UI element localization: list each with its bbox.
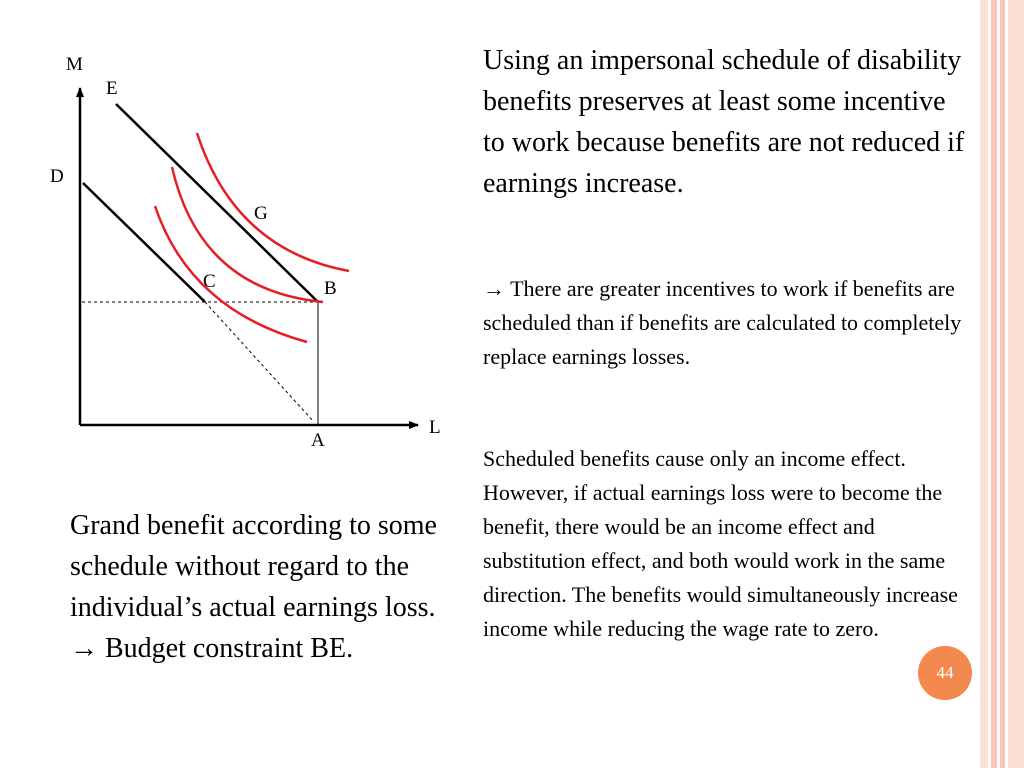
slide-number: 44 xyxy=(936,663,954,682)
slide-number-badge xyxy=(918,646,972,700)
decorative-stripe xyxy=(980,0,988,768)
dashed-extension-line xyxy=(205,302,314,422)
budget-line-dc xyxy=(83,183,205,302)
point-label-g: G xyxy=(254,203,268,224)
indifference-curve-high xyxy=(197,133,349,271)
decorative-stripe xyxy=(991,0,997,768)
budget-constraint-diagram xyxy=(0,0,470,470)
decorative-stripe xyxy=(1008,0,1024,768)
main-text: Using an impersonal schedule of disability benefits preserves at least some incentive to work because benefits are not reduced if earnings increase. xyxy=(483,45,965,199)
point-label-d: D xyxy=(50,166,64,187)
decorative-stripe xyxy=(1000,0,1005,768)
point-label-b: B xyxy=(324,278,337,299)
point-label-a: A xyxy=(311,430,325,451)
point-label-c: C xyxy=(203,271,216,292)
incentive-note: → There are greater incentives to work if benefits are scheduled than if benefits are calculated to completely replace earnings losses. xyxy=(483,276,962,369)
caption-line-2: → Budget constraint BE. xyxy=(70,633,354,664)
income-effect-note: Scheduled benefits cause only an income effect. However, if actual earnings loss were to become the benefit, there would be an income effect and substitution effect, and both would work in the same direction. The benefits would simultaneously increase income while reducing the wage rate to zero. xyxy=(483,446,958,641)
budget-line-ea xyxy=(116,104,318,302)
caption-line-1: Grand benefit according to some schedule without regard to the individual’s actual earnings loss. xyxy=(70,510,437,623)
y-axis-label: M xyxy=(66,54,83,75)
left-caption xyxy=(70,505,470,669)
point-label-e: E xyxy=(106,78,118,99)
x-axis-label: L xyxy=(429,417,441,438)
